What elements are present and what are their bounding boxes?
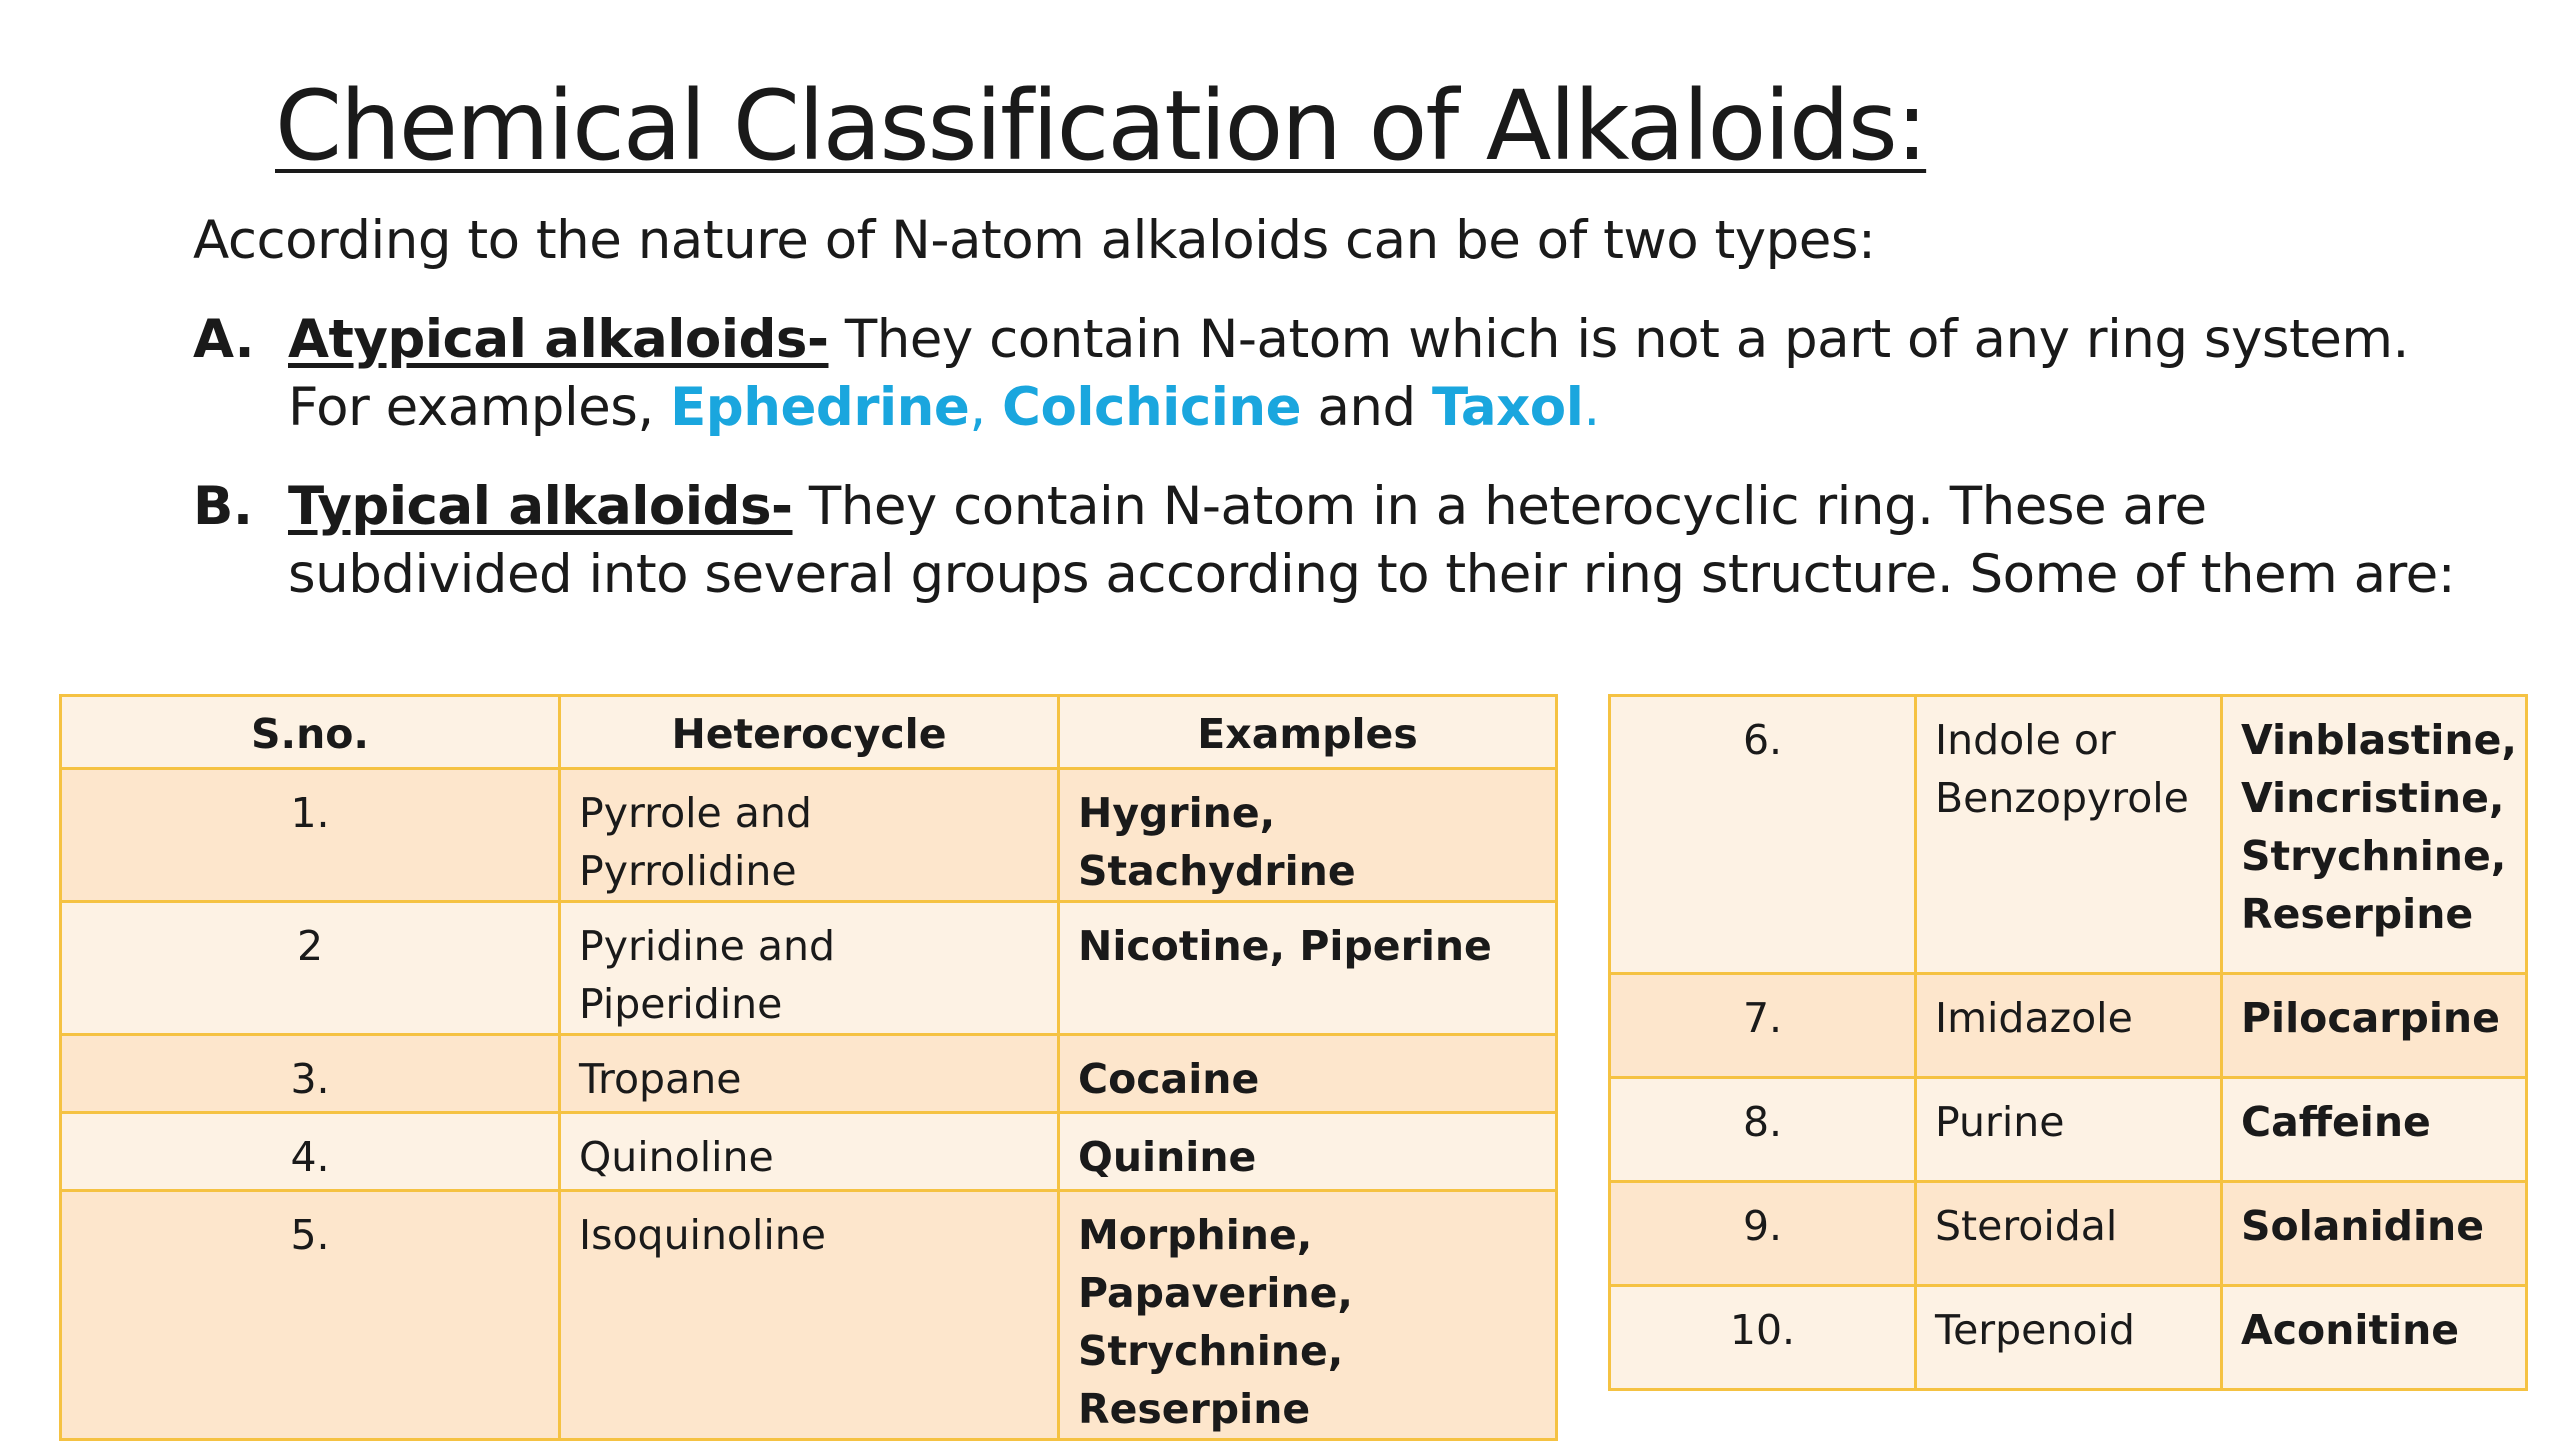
cell-examples: Morphine, Papaverine, Strychnine, Reserpine — [1059, 1191, 1557, 1440]
conjunction: and — [1301, 377, 1433, 438]
cell-sno: 1. — [61, 769, 560, 902]
table-row — [61, 1191, 1557, 1440]
cell-sno: 3. — [61, 1035, 560, 1113]
cell-sno: 5. — [61, 1191, 560, 1440]
heterocycle-table-2 — [1608, 694, 2528, 1391]
table-row — [1610, 1078, 2527, 1182]
definition-text: They contain N-atom which is not a part of any ring system. For examples, — [288, 309, 2409, 438]
cell-examples: Quinine — [1059, 1113, 1557, 1191]
term-atypical: Atypical alkaloids- — [288, 309, 829, 370]
cell-sno: 10. — [1610, 1286, 1916, 1390]
list-item-body — [288, 306, 2483, 442]
table-row — [1610, 1182, 2527, 1286]
example-ephedrine: Ephedrine — [670, 377, 970, 438]
header-examples: Examples — [1059, 696, 1557, 769]
example-colchicine: Colchicine — [1002, 377, 1302, 438]
table-row — [1610, 974, 2527, 1078]
list-marker: B. — [193, 476, 253, 537]
header-heterocycle: Heterocycle — [560, 696, 1059, 769]
cell-examples: Vinblastine, Vincristine, Strychnine, Reserpine — [2222, 696, 2527, 974]
table-row — [61, 1035, 1557, 1113]
table-row — [1610, 1286, 2527, 1390]
cell-examples: Solanidine — [2222, 1182, 2527, 1286]
cell-examples: Nicotine, Piperine — [1059, 902, 1557, 1035]
cell-heterocycle: Terpenoid — [1916, 1286, 2222, 1390]
cell-sno: 2 — [61, 902, 560, 1035]
separator: , — [969, 377, 1003, 438]
header-sno: S.no. — [61, 696, 560, 769]
slide-title: Chemical Classification of Alkaloids: — [275, 70, 1927, 182]
cell-examples: Caffeine — [2222, 1078, 2527, 1182]
cell-heterocycle: Tropane — [560, 1035, 1059, 1113]
cell-sno: 6. — [1610, 696, 1916, 974]
table-row — [61, 1113, 1557, 1191]
cell-examples: Cocaine — [1059, 1035, 1557, 1113]
cell-sno: 7. — [1610, 974, 1916, 1078]
list-item-body — [288, 473, 2483, 609]
intro-text: According to the nature of N-atom alkaloids can be of two types: — [193, 210, 1876, 271]
cell-examples: Aconitine — [2222, 1286, 2527, 1390]
period: . — [1583, 377, 1600, 438]
cell-heterocycle: Indole or Benzopyrole — [1916, 696, 2222, 974]
cell-heterocycle: Purine — [1916, 1078, 2222, 1182]
table-row — [1610, 696, 2527, 974]
example-taxol: Taxol — [1432, 377, 1584, 438]
heterocycle-table-1 — [59, 694, 1558, 1441]
cell-examples: Hygrine, Stachydrine — [1059, 769, 1557, 902]
cell-heterocycle: Imidazole — [1916, 974, 2222, 1078]
list-marker: A. — [193, 309, 255, 370]
cell-heterocycle: Steroidal — [1916, 1182, 2222, 1286]
table-row — [61, 902, 1557, 1035]
cell-sno: 4. — [61, 1113, 560, 1191]
cell-heterocycle: Isoquinoline — [560, 1191, 1059, 1440]
definition-text: They contain N-atom in a heterocyclic ring. These are subdivided into several groups according to their ring structure. Some of them are: — [288, 476, 2456, 605]
cell-heterocycle: Quinoline — [560, 1113, 1059, 1191]
table-row — [61, 769, 1557, 902]
list-item-atypical — [193, 306, 2483, 442]
cell-heterocycle: Pyridine and Piperidine — [560, 902, 1059, 1035]
term-typical: Typical alkaloids- — [288, 476, 793, 537]
table-header-row — [61, 696, 1557, 769]
cell-sno: 8. — [1610, 1078, 1916, 1182]
cell-sno: 9. — [1610, 1182, 1916, 1286]
list-item-typical — [193, 473, 2483, 609]
cell-heterocycle: Pyrrole and Pyrrolidine — [560, 769, 1059, 902]
cell-examples: Pilocarpine — [2222, 974, 2527, 1078]
